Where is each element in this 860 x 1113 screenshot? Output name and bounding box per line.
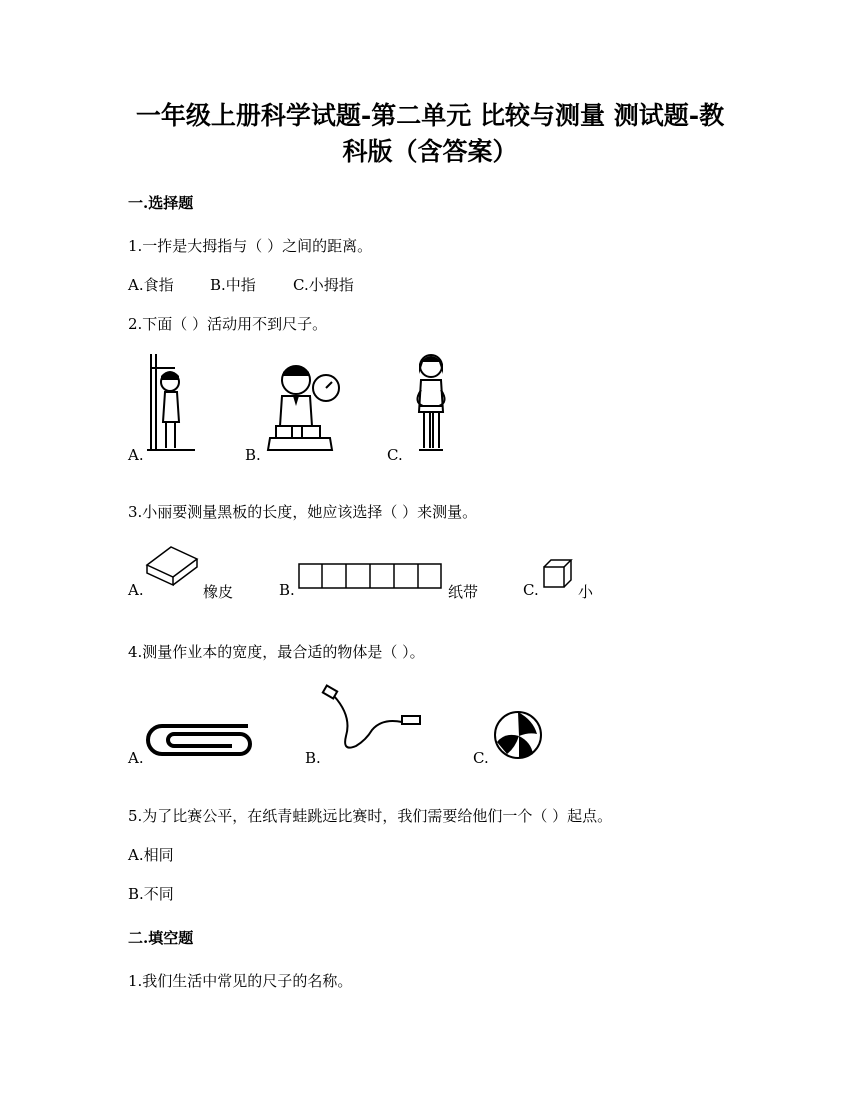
- q1-option-b: B.中指: [210, 276, 256, 294]
- question-3: 3.小丽要测量黑板的长度，她应该选择（ ）来测量。: [128, 503, 478, 521]
- question-5: 5.为了比赛公平，在纸青蛙跳远比赛时，我们需要给他们一个（ ）起点。: [128, 807, 613, 825]
- q4-option-b: B.: [305, 749, 321, 767]
- page-title: [100, 98, 760, 170]
- q3-label-b: 纸带: [448, 583, 479, 601]
- q1-option-a: A.食指: [128, 276, 174, 294]
- jump-rope-icon: [322, 686, 422, 756]
- height-measuring-icon: [145, 352, 201, 454]
- q5-option-a: A.相同: [128, 846, 174, 864]
- question-4: 4.测量作业本的宽度，最合适的物体是（ ）。: [128, 643, 425, 661]
- paperclip-icon: [144, 716, 260, 756]
- q2-option-b: B.: [245, 446, 261, 464]
- q2-option-a: A.: [128, 446, 144, 464]
- q4-option-c: C.: [473, 749, 489, 767]
- cube-icon: [543, 559, 573, 589]
- question-1: 1.一拃是大拇指与（ ）之间的距离。: [128, 237, 373, 255]
- eraser-icon: [143, 543, 199, 587]
- q2-option-c: C.: [387, 446, 403, 464]
- question-2: 2.下面（ ）活动用不到尺子。: [128, 315, 328, 333]
- q5-option-b: B.不同: [128, 885, 174, 903]
- title-line-1: 一年级上册科学试题-第二单元 比较与测量 测试题-教: [135, 101, 725, 130]
- q4-option-a: A.: [128, 749, 144, 767]
- q3-label-a: 橡皮: [203, 583, 234, 601]
- section-fill-heading: 二.填空题: [128, 929, 194, 947]
- q3-label-c: 小: [578, 583, 594, 601]
- fill-question-1: 1.我们生活中常见的尺子的名称。: [128, 972, 353, 990]
- q1-option-c: C.小拇指: [293, 276, 354, 294]
- q3-option-b: B.: [279, 581, 295, 599]
- title-line-2: 科版（含答案）: [342, 137, 518, 166]
- q3-option-c: C.: [523, 581, 539, 599]
- paper-strip-icon: [298, 563, 442, 589]
- volleyball-icon: [493, 710, 543, 760]
- section-choice-heading: 一.选择题: [128, 194, 194, 212]
- waist-girl-icon: [405, 350, 455, 454]
- weighing-scale-icon: [262, 362, 346, 454]
- q3-option-a: A.: [128, 581, 144, 599]
